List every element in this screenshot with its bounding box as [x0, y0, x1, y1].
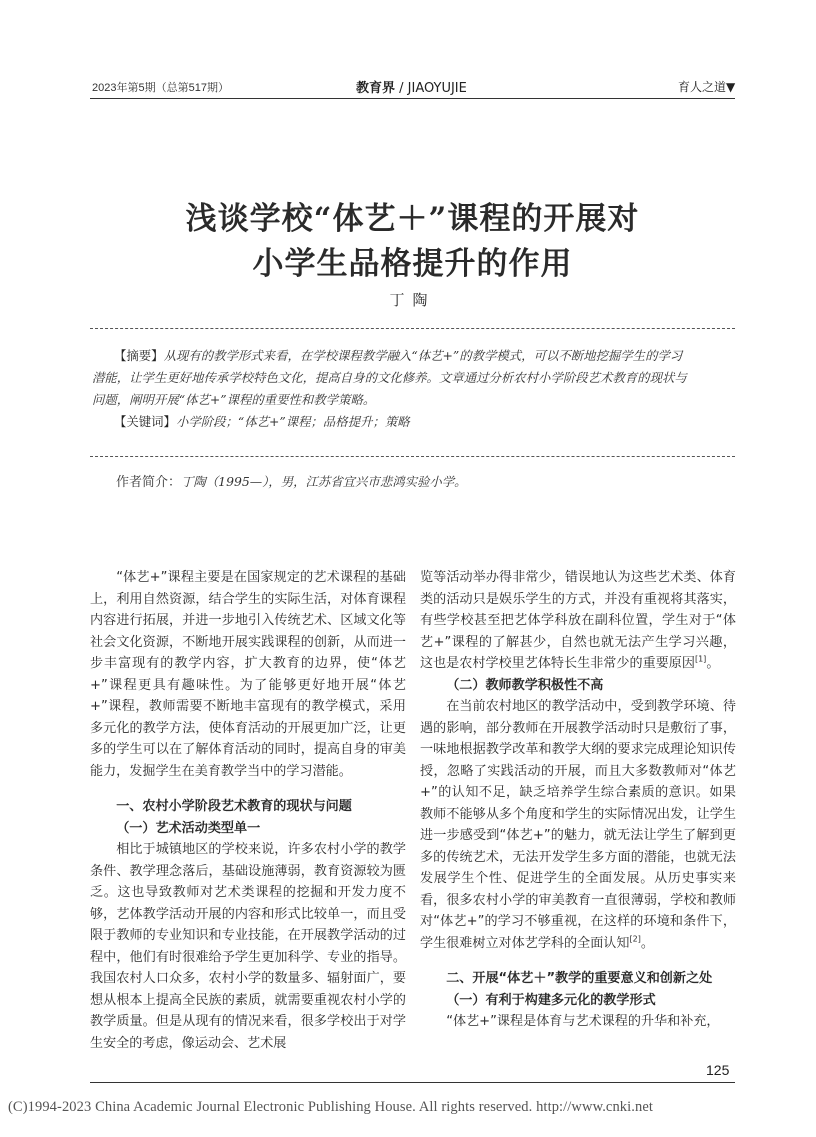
article-title-line-2: 小学生品格提升的作用	[252, 246, 573, 282]
keywords-line	[92, 411, 732, 433]
subsection-heading-1-2: （二）教师教学积极性不高	[446, 677, 604, 693]
abstract-top-divider	[90, 328, 735, 329]
journal-name-en: / JIAOYUJIE	[395, 81, 467, 96]
citation-ref-1: [1]	[694, 654, 707, 664]
abstract-label: 【摘要】	[114, 348, 164, 363]
journal-name-cn: 教育界	[356, 81, 396, 96]
section-heading-1: 一、农村小学阶段艺术教育的现状与问题	[116, 799, 352, 814]
section-heading-2: 二、开展“体艺＋”教学的重要意义和创新之处	[446, 971, 713, 986]
keywords-text: 小学阶段；“体艺+”课程；品格提升；策略	[175, 414, 410, 429]
footer-rule	[90, 1082, 735, 1083]
spacer	[90, 782, 406, 796]
keywords-label: 【关键词】	[114, 414, 176, 429]
body-paragraph-1-2: 在当前农村地区的教学活动中，受到教学环境、待遇的影响，部分教师在开展教学活动时只是敷衍了事，一味地根据教学改革和教学大纲的要求完成理论知识传授，忽略了实践活动的开展，而且大多数教师对“体艺+”的认知不足，缺乏培养学生综合素质的意识。如果教师不能够从多个角度和学生的实际情况出发，让学生进一步感受到“体艺+”的魅力，就无法让学生了解到更多的传统艺术，无法开发学生多方面的潜能，也就无法发展学生个性、促进学生的全面发展。从历史事实来看，很多农村小学的审美教育一直很薄弱，学校和教师对“体艺+”的学习不够重视，在这样的环境和条件下，学生很难树立对体艺学科的全面认知[2]。	[420, 699, 736, 951]
section-label: 育人之道▼	[678, 80, 736, 94]
paragraph-text: 览等活动举办得非常少，错误地认为这些艺术类、体育类的活动只是娱乐学生的方式，并没有重视将其落实，有些学校甚至把艺体学科放在副科位置，学生对于“体艺+”课程的了解甚少，自然也就无法产生学习兴趣，这也是农村学校里艺体特长生非常少的重要原因	[420, 570, 736, 671]
body-paragraph-intro: “体艺+”课程主要是在国家规定的艺术课程的基础上，利用自然资源，结合学生的实际生活，对体育课程内容进行拓展，并进一步地引入传统艺术、区域文化等社会文化资源，不断地开展实践课程的创新，从而进一步丰富现有的教学内容，扩大教育的边界，使“体艺+”课程更具有趣味性。为了能够更好地开展“体艺+”课程，教师需要不断地丰富现有的教学模式，采用多元化的教学方法，使体育活动的开展更加广泛，让更多的学生可以在了解体育活动的同时，提高自身的审美能力，发掘学生在美育教学当中的学习潜能。	[90, 570, 406, 779]
author-info-text: 丁陶（1995—），男，江苏省宜兴市悲鸿实验小学。	[181, 474, 467, 489]
abstract-line-3: 问题，阐明开展“体艺+”课程的重要性和教学策略。	[92, 392, 376, 407]
abstract-block	[92, 345, 732, 433]
author-name: 丁陶	[389, 291, 436, 309]
body-paragraph-1-1-cont: 览等活动举办得非常少，错误地认为这些艺术类、体育类的活动只是娱乐学生的方式，并没有重视将其落实，有些学校甚至把艺体学科放在副科位置，学生对于“体艺+”课程的了解甚少，自然也就无法产生学习兴趣，这也是农村学校里艺体特长生非常少的重要原因[1]。	[420, 570, 736, 671]
header-rule	[90, 98, 735, 99]
body-column-right	[420, 567, 736, 1033]
body-paragraph-2-1: “体艺+”课程是体育与艺术课程的升华和补充，	[446, 1014, 720, 1029]
body-column-left	[90, 567, 406, 1054]
author-info	[116, 471, 467, 490]
abstract-text-1: 从现有的教学形式来看，在学校课程教学融入“体艺+”的教学模式，可以不断地挖掘学生的学习	[163, 348, 683, 363]
page-number: 125	[706, 1062, 730, 1078]
copyright-notice: (C)1994-2023 China Academic Journal Electronic Publishing House. All rights reserved. http://www.cnki.net	[8, 1099, 654, 1115]
paragraph-text: 在当前农村地区的教学活动中，受到教学环境、待遇的影响，部分教师在开展教学活动时只是敷衍了事，一味地根据教学改革和教学大纲的要求完成理论知识传授，忽略了实践活动的开展，而且大多数教师对“体艺+”的认知不足，缺乏培养学生综合素质的意识。如果教师不能够从多个角度和学生的实际情况出发，让学生进一步感受到“体艺+”的魅力，就无法让学生了解到更多的传统艺术，无法开发学生多方面的潜能，也就无法发展学生个性、促进学生的全面发展。从历史事实来看，很多农村小学的审美教育一直很薄弱，学校和教师对“体艺+”的学习不够重视，在这样的环境和条件下，学生很难树立对体艺学科的全面认知	[420, 699, 736, 951]
author-info-label: 作者简介：	[116, 475, 182, 490]
citation-ref-2: [2]	[629, 934, 641, 944]
abstract-line-2: 潜能，让学生更好地传承学校特色文化，提高自身的文化修养。文章通过分析农村小学阶段艺术教育的现状与	[92, 370, 687, 385]
journal-name	[356, 77, 467, 96]
body-paragraph-1-1: 相比于城镇地区的学校来说，许多农村小学的教学条件、教学理念落后，基础设施薄弱，教育资源较为匮乏。这也导致教师对艺术类课程的挖掘和开发力度不够，艺体教学活动开展的内容和形式比较单一，而且受限于教师的专业知识和专业技能，在开展教学活动的过程中，他们有时很难给予学生更加科学、专业的指导。我国农村人口众多，农村小学的数量多、辐射面广，要想从根本上提高全民族的素质，就需要重视农村小学的教学质量。但是从现有的情况来看，很多学校出于对学生安全的考虑，像运动会、艺术展	[90, 842, 406, 1051]
abstract-line-1	[92, 345, 732, 367]
subsection-heading-2-1: （一）有利于构建多元化的教学形式	[446, 992, 656, 1008]
article-title-line-1: 浅谈学校“体艺＋”课程的开展对	[185, 201, 640, 237]
abstract-bottom-divider	[90, 456, 735, 457]
subsection-heading-1-1: （一）艺术活动类型单一	[116, 820, 261, 836]
spacer	[420, 954, 736, 968]
issue-label: 2023年第5期（总第517期）	[92, 82, 229, 94]
